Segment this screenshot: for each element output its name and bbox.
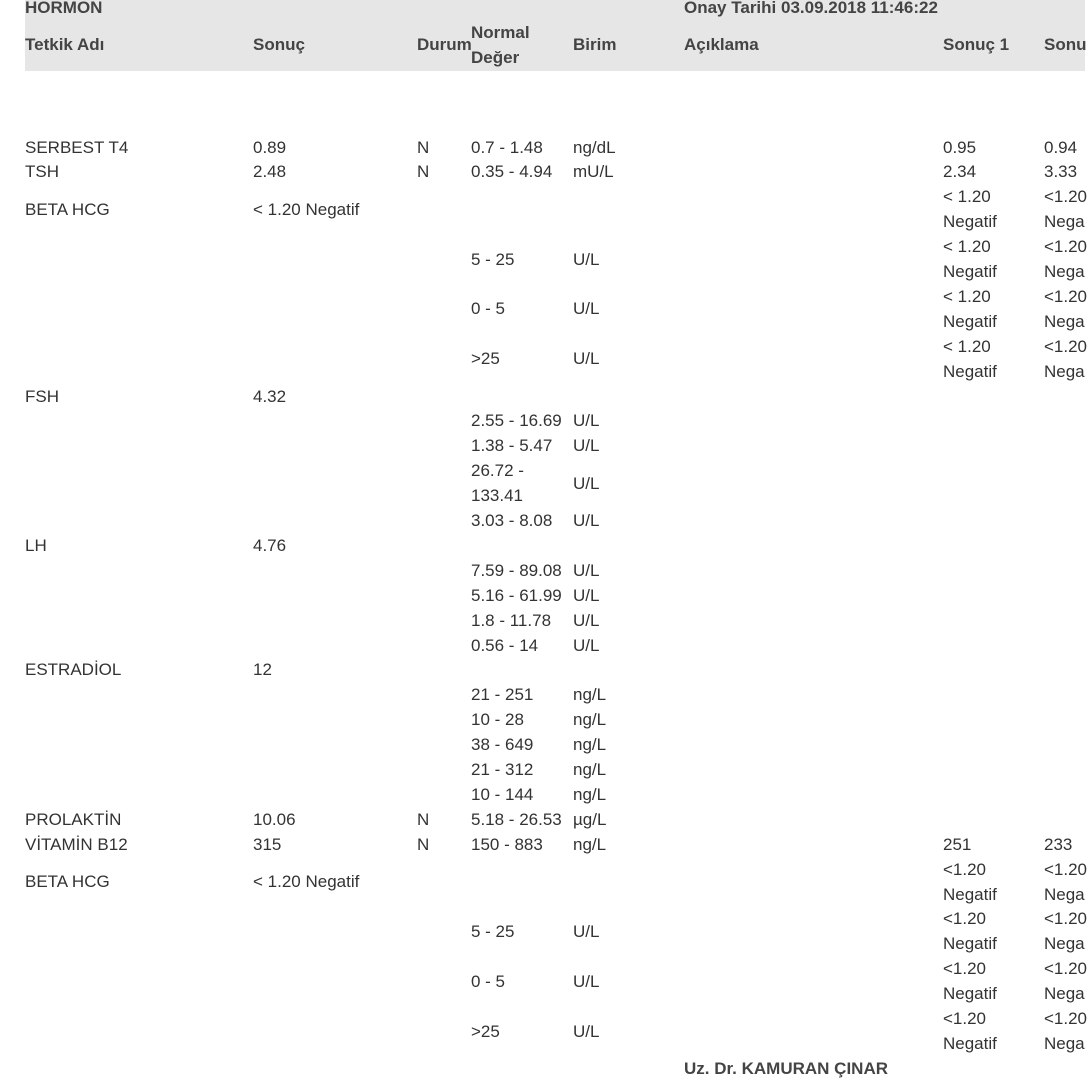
- test-result: 10.06: [253, 810, 296, 829]
- test-status: N: [417, 810, 430, 829]
- normal-range: 0 - 5: [471, 972, 506, 991]
- normal-range: 1.38 - 5.47: [471, 436, 553, 455]
- unit: ng/L: [573, 710, 607, 729]
- previous-result-2: <1.20: [1044, 860, 1087, 879]
- normal-range: 5 - 25: [471, 922, 515, 941]
- unit: ng/L: [573, 735, 607, 754]
- test-result: 2.48: [253, 162, 287, 181]
- unit: mU/L: [573, 162, 614, 181]
- previous-result-1: < 1.20: [943, 287, 991, 306]
- normal-range: 1.8 - 11.78: [471, 611, 552, 630]
- normal-range: 5.16 - 61.99: [471, 586, 562, 605]
- previous-result-2: 233: [1044, 835, 1073, 854]
- previous-result-1: < 1.20: [943, 187, 991, 206]
- unit: U/L: [573, 511, 600, 530]
- col-header-description: Açıklama: [684, 35, 759, 54]
- previous-result-2: 3.33: [1044, 162, 1078, 181]
- normal-range: 150 - 883: [471, 835, 543, 854]
- unit: U/L: [573, 250, 600, 269]
- previous-result-2: Nega: [1044, 984, 1085, 1003]
- normal-range: 0 - 5: [471, 299, 506, 318]
- unit: U/L: [573, 474, 600, 493]
- normal-range: 21 - 251: [471, 685, 534, 704]
- unit: ng/L: [573, 760, 607, 779]
- previous-result-1: Negatif: [943, 1034, 997, 1053]
- normal-range: 10 - 28: [471, 710, 524, 729]
- unit: µg/L: [573, 810, 607, 829]
- previous-result-1: 251: [943, 835, 972, 854]
- previous-result-2: <1.20: [1044, 237, 1087, 256]
- previous-result-2: Nega: [1044, 262, 1085, 281]
- approval-date: Onay Tarihi 03.09.2018 11:46:22: [684, 0, 938, 17]
- previous-result-1: <1.20: [943, 1009, 987, 1028]
- normal-range: 26.72 -: [471, 461, 524, 480]
- previous-result-1: Negatif: [943, 312, 997, 331]
- col-header-unit: Birim: [573, 35, 617, 54]
- normal-range: 133.41: [471, 486, 523, 505]
- test-result: 4.32: [253, 387, 287, 406]
- test-name: SERBEST T4: [25, 138, 129, 157]
- previous-result-1: Negatif: [943, 212, 997, 231]
- previous-result-1: 2.34: [943, 162, 977, 181]
- unit: U/L: [573, 611, 600, 630]
- normal-range: 5 - 25: [471, 250, 515, 269]
- unit: U/L: [573, 586, 600, 605]
- normal-range: 2.55 - 16.69: [471, 411, 562, 430]
- test-name: FSH: [25, 387, 59, 406]
- unit: U/L: [573, 349, 600, 368]
- unit: ng/L: [573, 685, 607, 704]
- col-header-status: Durum: [417, 35, 472, 54]
- previous-result-1: Negatif: [943, 885, 997, 904]
- normal-range: 7.59 - 89.08: [471, 561, 562, 580]
- test-status: N: [417, 138, 430, 157]
- test-result: 0.89: [253, 138, 287, 157]
- previous-result-2: <1.20: [1044, 337, 1087, 356]
- unit: U/L: [573, 972, 600, 991]
- previous-result-1: < 1.20: [943, 337, 991, 356]
- normal-range: 10 - 144: [471, 785, 534, 804]
- normal-range: 0.35 - 4.94: [471, 162, 553, 181]
- previous-result-1: < 1.20: [943, 237, 991, 256]
- previous-result-1: Negatif: [943, 934, 997, 953]
- col-header-normal-line2: Değer: [471, 48, 520, 67]
- doctor-signature: Uz. Dr. KAMURAN ÇINAR: [684, 1059, 888, 1078]
- normal-range: >25: [471, 1022, 500, 1041]
- normal-range: 3.03 - 8.08: [471, 511, 553, 530]
- previous-result-1: <1.20: [943, 909, 987, 928]
- test-name: ESTRADİOL: [25, 660, 122, 679]
- previous-result-2: Nega: [1044, 885, 1085, 904]
- normal-range: 0.56 - 14: [471, 636, 539, 655]
- unit: U/L: [573, 436, 600, 455]
- unit: U/L: [573, 411, 600, 430]
- previous-result-1: Negatif: [943, 362, 997, 381]
- test-result: 315: [253, 835, 282, 854]
- test-name: LH: [25, 536, 47, 555]
- normal-range: 38 - 649: [471, 735, 534, 754]
- previous-result-2: Nega: [1044, 1034, 1085, 1053]
- test-name: PROLAKTİN: [25, 810, 122, 829]
- unit: U/L: [573, 922, 600, 941]
- unit: U/L: [573, 561, 600, 580]
- col-header-normal-line1: Normal: [471, 23, 530, 42]
- test-result: 12: [253, 660, 272, 679]
- col-header-result: Sonuç: [253, 35, 305, 54]
- normal-range: 21 - 312: [471, 760, 534, 779]
- test-name: TSH: [25, 162, 59, 181]
- test-result: < 1.20 Negatif: [253, 200, 360, 219]
- section-title: HORMON: [25, 0, 103, 17]
- previous-result-2: Nega: [1044, 312, 1085, 331]
- test-result: 4.76: [253, 536, 287, 555]
- unit: ng/L: [573, 785, 607, 804]
- previous-result-2: <1.20: [1044, 909, 1087, 928]
- previous-result-2: <1.20: [1044, 187, 1087, 206]
- test-status: N: [417, 162, 430, 181]
- col-header-result2: Sonu: [1044, 35, 1087, 54]
- previous-result-2: <1.20: [1044, 1009, 1087, 1028]
- previous-result-2: <1.20: [1044, 959, 1087, 978]
- unit: ng/dL: [573, 138, 616, 157]
- normal-range: >25: [471, 349, 500, 368]
- test-name: VİTAMİN B12: [25, 835, 128, 854]
- unit: U/L: [573, 1022, 600, 1041]
- test-name: BETA HCG: [25, 872, 110, 891]
- previous-result-1: 0.95: [943, 138, 977, 157]
- test-result: < 1.20 Negatif: [253, 872, 360, 891]
- previous-result-1: Negatif: [943, 984, 997, 1003]
- col-header-name: Tetkik Adı: [25, 35, 105, 54]
- unit: U/L: [573, 299, 600, 318]
- previous-result-1: <1.20: [943, 959, 987, 978]
- unit: U/L: [573, 636, 600, 655]
- previous-result-2: <1.20: [1044, 287, 1087, 306]
- previous-result-2: Nega: [1044, 934, 1085, 953]
- col-header-result1: Sonuç 1: [943, 35, 1010, 54]
- previous-result-1: <1.20: [943, 860, 987, 879]
- previous-result-2: Nega: [1044, 362, 1085, 381]
- test-status: N: [417, 835, 430, 854]
- previous-result-2: Nega: [1044, 212, 1085, 231]
- normal-range: 5.18 - 26.53: [471, 810, 562, 829]
- unit: ng/L: [573, 835, 607, 854]
- normal-range: 0.7 - 1.48: [471, 138, 543, 157]
- previous-result-2: 0.94: [1044, 138, 1078, 157]
- test-name: BETA HCG: [25, 200, 110, 219]
- previous-result-1: Negatif: [943, 262, 997, 281]
